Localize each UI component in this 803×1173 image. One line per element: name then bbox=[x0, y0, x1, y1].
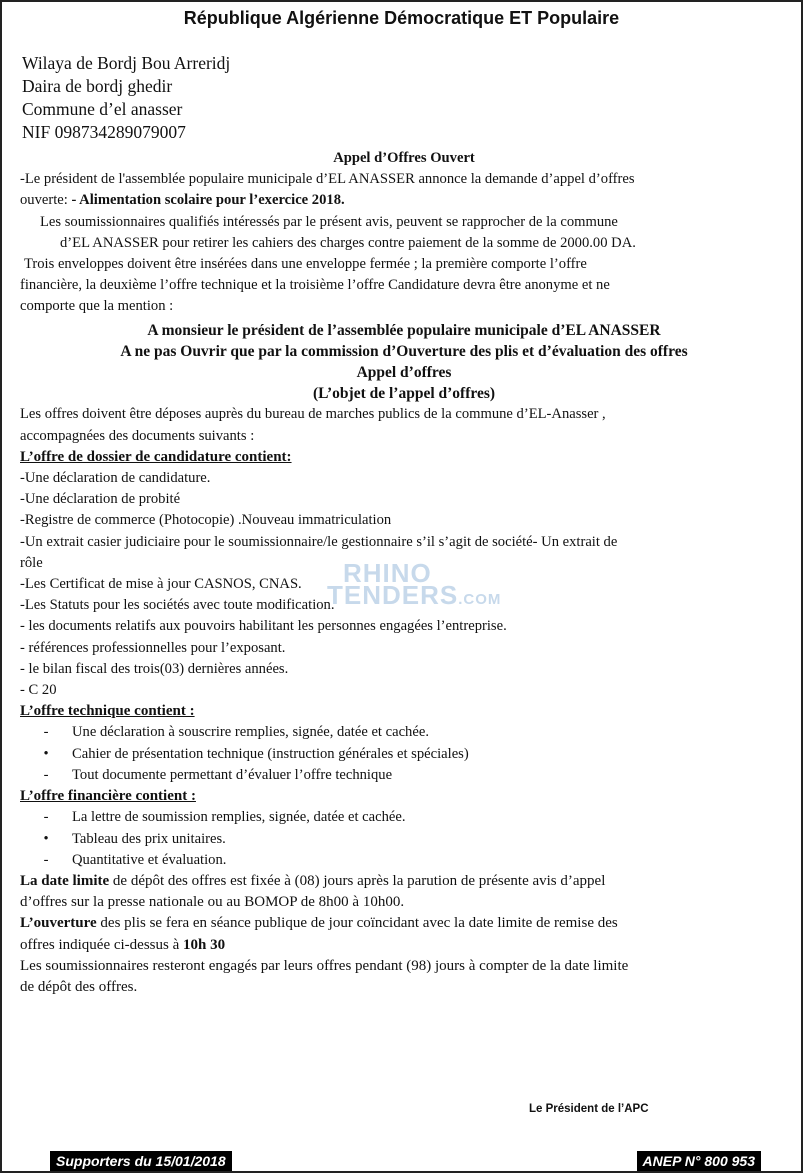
footer bbox=[2, 1145, 801, 1171]
footer-anep-number: ANEP N° 800 953 bbox=[637, 1151, 761, 1171]
deadline-line-1 bbox=[20, 871, 788, 892]
bullet-icon: - bbox=[43, 809, 49, 826]
list-item: -Les Statuts pour les sociétés avec toute modification. bbox=[20, 597, 335, 614]
para-3-line-3: comporte que la mention : bbox=[20, 298, 174, 315]
list-item: -Les Certificat de mise à jour CASNOS, CNAS. bbox=[20, 576, 302, 593]
opening-text: des plis se fera en séance publique de jour coïncidant avec la date limite de remise des bbox=[96, 915, 618, 932]
engage-line-1: Les soumissionnaires resteront engagés par leurs offres pendant (98) jours à compter de la date limite bbox=[20, 957, 629, 974]
list-item: - le bilan fiscal des trois(03) dernières années. bbox=[20, 660, 289, 677]
opening-line-1 bbox=[20, 913, 788, 934]
candidature-title: L’offre de dossier de candidature contient: bbox=[20, 448, 292, 465]
intro-prefix: ouverte: bbox=[20, 192, 72, 209]
bullet-icon: - bbox=[43, 766, 49, 783]
watermark-line-2 bbox=[327, 580, 502, 611]
intro-line-2 bbox=[20, 190, 788, 211]
depot-line-1: Les offres doivent être déposes auprès du bureau de marches publics de la commune d’EL-Anasser , bbox=[20, 406, 606, 423]
list-item: -Une déclaration de candidature. bbox=[20, 470, 211, 487]
list-item: rôle bbox=[20, 554, 43, 571]
list-item-text: La lettre de soumission remplies, signée, datée et cachée. bbox=[72, 809, 406, 826]
para-3-line-2: financière, la deuxième l’offre technique et la troisième l’offre Candidature devra être anonyme et ne bbox=[20, 277, 610, 294]
list-item bbox=[20, 807, 788, 828]
deadline-text: de dépôt des offres est fixée à (08) jours après la parution de présente avis d’appel bbox=[109, 872, 606, 889]
signature: Le Président de l’APC bbox=[529, 1103, 649, 1115]
footer-date: Supporters du 15/01/2018 bbox=[50, 1151, 232, 1171]
list-item: - C 20 bbox=[20, 682, 57, 699]
list-item-text: Cahier de présentation technique (instruction générales et spéciales) bbox=[72, 745, 469, 762]
list-item-text: Tableau des prix unitaires. bbox=[72, 830, 226, 847]
list-item-text: Une déclaration à souscrire remplies, signée, datée et cachée. bbox=[72, 724, 429, 741]
list-item-text: Tout documente permettant d’évaluer l’offre technique bbox=[72, 766, 393, 783]
watermark-brand: TENDERS bbox=[327, 580, 459, 610]
technique-list bbox=[20, 722, 788, 786]
notice-title: Appel d’Offres Ouvert bbox=[333, 150, 475, 166]
para-2-line-2: d’EL ANASSER pour retirer les cahiers des charges contre paiement de la somme de 2000.00 DA. bbox=[60, 234, 636, 251]
watermark-suffix: .COM bbox=[458, 591, 502, 608]
list-item bbox=[20, 829, 788, 850]
list-item: -Une déclaration de probité bbox=[20, 491, 181, 508]
bullet-icon: • bbox=[43, 830, 49, 847]
nif-line: NIF 098734289079007 bbox=[22, 122, 186, 142]
mention-line-2: A ne pas Ouvrir que par la commission d’Ouverture des plis et d’évaluation des offres bbox=[120, 342, 688, 360]
commune-line: Commune d’el anasser bbox=[22, 99, 183, 119]
list-item bbox=[20, 765, 788, 786]
opening-text-2: offres indiquée ci-dessus à bbox=[20, 936, 184, 953]
list-item-text: Quantitative et évaluation. bbox=[72, 851, 227, 868]
depot-line-2: accompagnées des documents suivants : bbox=[20, 427, 255, 444]
wilaya-line: Wilaya de Bordj Bou Arreridj bbox=[22, 53, 231, 73]
list-item bbox=[20, 744, 788, 765]
list-item: - références professionnelles pour l’exposant. bbox=[20, 639, 286, 656]
mention-line-4: (L’objet de l’appel d’offres) bbox=[312, 385, 496, 403]
list-item bbox=[20, 850, 788, 871]
tender-object: - Alimentation scolaire pour l’exercice 2018. bbox=[71, 192, 345, 209]
deadline-label: La date limite bbox=[20, 872, 110, 889]
opening-line-2 bbox=[20, 935, 788, 956]
page-title: République Algérienne Démocratique ET Populaire bbox=[183, 8, 620, 28]
watermark-logo bbox=[327, 558, 502, 611]
para-3-line-1: Trois enveloppes doivent être insérées dans une enveloppe fermée ; la première comporte l’offre bbox=[24, 256, 587, 273]
bullet-icon: • bbox=[43, 745, 49, 762]
bullet-icon: - bbox=[43, 851, 49, 868]
mention-line-1: A monsieur le président de l’assemblée populaire municipale d’EL ANASSER bbox=[147, 321, 661, 339]
watermark-line-1: RHINO bbox=[343, 558, 432, 588]
list-item bbox=[20, 722, 788, 743]
list-item: -Un extrait casier judiciaire pour le soumissionnaire/le gestionnaire s’il s’agit de société- Un extrait de bbox=[20, 533, 618, 550]
mention-line-3: Appel d’offres bbox=[356, 364, 452, 382]
list-item: -Registre de commerce (Photocopie) .Nouveau immatriculation bbox=[20, 512, 392, 529]
bullet-icon: - bbox=[43, 724, 49, 741]
deadline-line-2: d’offres sur la presse nationale ou au BOMOP de 8h00 à 10h00. bbox=[20, 894, 405, 911]
intro-line-1: -Le président de l'assemblée populaire municipale d’EL ANASSER annonce la demande d’appel d’offres bbox=[20, 171, 635, 188]
list-item: - les documents relatifs aux pouvoirs habilitant les personnes engagées l’entreprise. bbox=[20, 618, 507, 635]
daira-line: Daira de bordj ghedir bbox=[22, 76, 173, 96]
opening-time: 10h 30 bbox=[183, 936, 226, 953]
technique-title: L’offre technique contient : bbox=[20, 703, 195, 720]
para-2-line-1: Les soumissionnaires qualifiés intéressés par le présent avis, peuvent se rapprocher de la commune bbox=[40, 213, 618, 230]
address-block bbox=[22, 52, 230, 144]
engage-line-2: de dépôt des offres. bbox=[20, 978, 138, 995]
financiere-list bbox=[20, 807, 788, 871]
financiere-title: L’offre financière contient : bbox=[20, 788, 196, 805]
opening-label: L’ouverture bbox=[20, 915, 97, 932]
